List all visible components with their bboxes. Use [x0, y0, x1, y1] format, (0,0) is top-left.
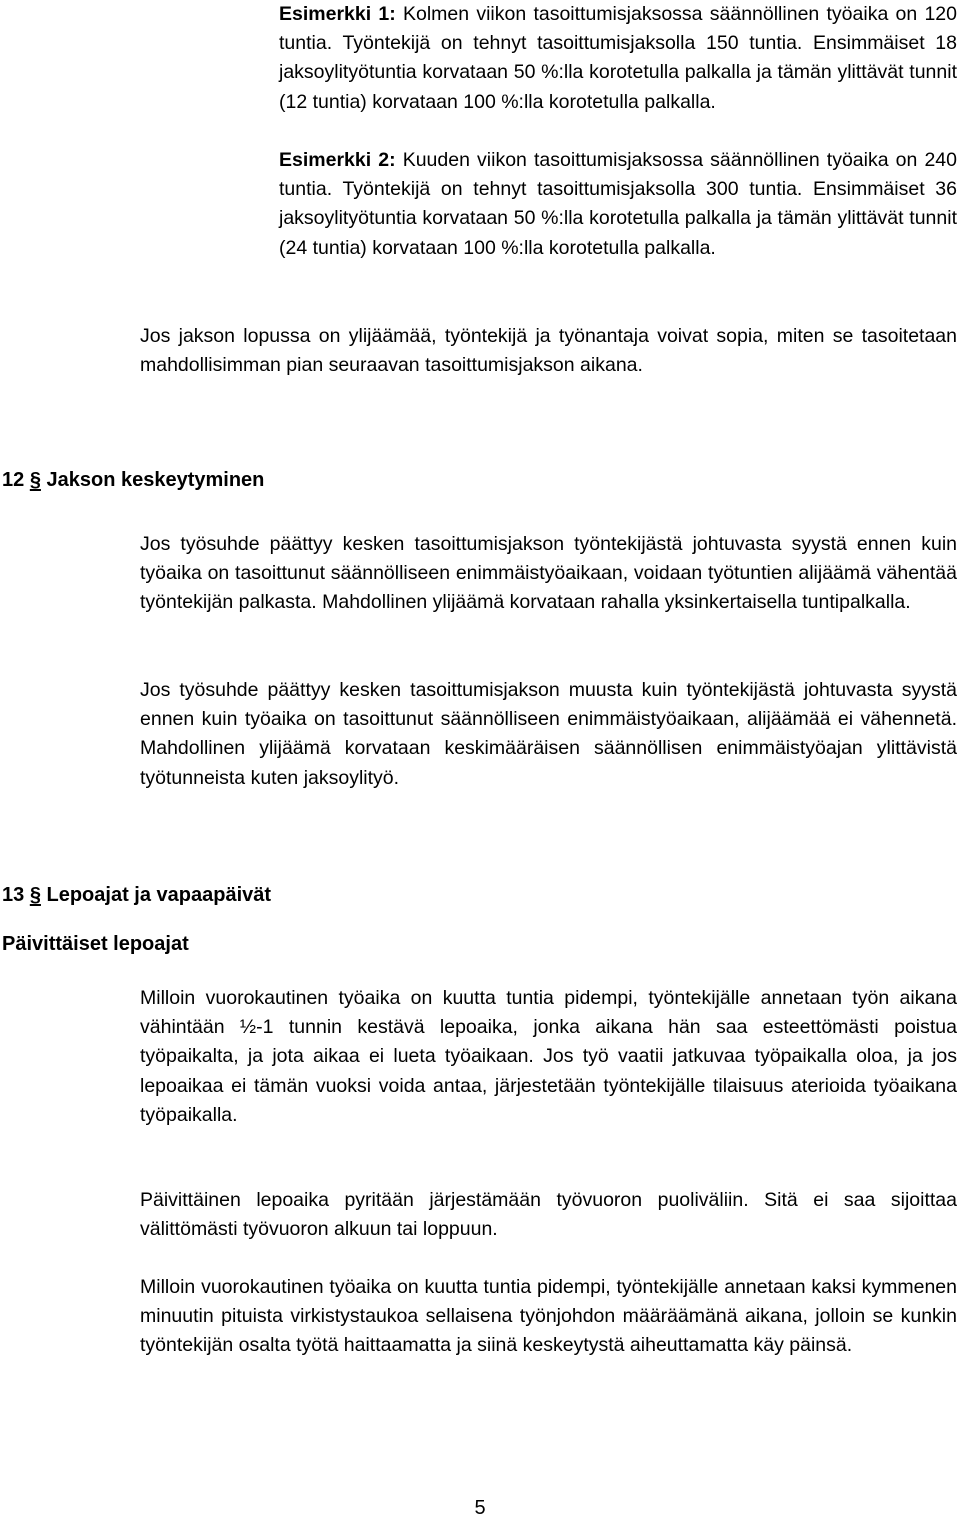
example-2-text: Kuuden viikon tasoittumisjaksossa säännöllinen työaika on 240 tuntia. Työntekijä on tehnyt tasoittumisjaksolla 300 tuntia. Ensimmäiset 36 jaksoylityötuntia korvataan 50 %:lla korotetulla palkalla ja tämän ylittävät tunnit (24 tuntia) korvataan 100 %:lla korotetulla palkalla. [279, 149, 957, 259]
section-13-title: Lepoajat ja vapaapäivät [46, 884, 272, 906]
section-12-number: 12 [2, 469, 25, 491]
section-symbol: § [29, 469, 41, 491]
surplus-paragraph: Jos jakson lopussa on ylijäämää, työntekijä ja työnantaja voivat sopia, miten se tasoitetaan mahdollisimman pian seuraavan tasoittumisjakson aikana. [140, 325, 957, 377]
section-13-paragraph-1: Milloin vuorokautinen työaika on kuutta tuntia pidempi, työntekijälle annetaan työn aikana vähintään ½-1 tunnin kestävä lepoaika, jonka aikana hän saa esteettömästi poistua työpaikalta, ja jota aikaa ei lueta työaikaan. Jos työ vaatii jatkuvaa työpaikalla oloa, ja jos lepoaikaa ei tämän vuoksi voida antaa, järjestetään työntekijälle tilaisuus aterioida työaikana työpaikalla. [140, 987, 957, 1126]
example-1-label: Esimerkki 1: [279, 3, 396, 25]
example-1-text: Kolmen viikon tasoittumisjaksossa säännöllinen työaika on 120 tuntia. Työntekijä on tehnyt tasoittumisjaksolla 150 tuntia. Ensimmäiset 18 jaksoylityötuntia korvataan 50 %:lla korotetulla palkalla ja tämän ylittävät tunnit (12 tuntia) korvataan 100 %:lla korotetulla palkalla. [279, 3, 957, 113]
example-2-label: Esimerkki 2: [279, 149, 396, 171]
section-13-heading [2, 880, 271, 910]
section-symbol: § [29, 884, 41, 906]
example-1 [279, 0, 957, 117]
section-12-paragraph-1: Jos työsuhde päättyy kesken tasoittumisjakson työntekijästä johtuvasta syystä ennen kuin työaika on tasoittunut säännölliseen enimmäistyöaikaan, voidaan työtuntien alijäämä vähentää työntekijän palkasta. Mahdollinen ylijäämä korvataan rahalla yksinkertaisella tuntipalkalla. [140, 533, 957, 614]
section-12-heading [2, 465, 264, 495]
section-13-paragraph-2: Päivittäinen lepoaika pyritään järjestämään työvuoron puoliväliin. Sitä ei saa sijoittaa välittömästi työvuoron alkuun tai loppuun. [140, 1189, 957, 1241]
section-13-number: 13 [2, 884, 25, 906]
example-2 [279, 146, 957, 263]
section-12-title: Jakson keskeytyminen [46, 469, 265, 491]
section-13-subtitle: Päivittäiset lepoajat [2, 933, 189, 955]
section-13-paragraph-3: Milloin vuorokautinen työaika on kuutta tuntia pidempi, työntekijälle annetaan kaksi kymmenen minuutin pituista virkistystaukoa sellaisena työnjohdon määräämänä aikana, jolloin se kunkin työntekijän osalta työtä haittaamatta ja siinä keskeytystä aiheuttamatta käy päinsä. [140, 1276, 957, 1357]
section-12-paragraph-2: Jos työsuhde päättyy kesken tasoittumisjakson muusta kuin työntekijästä johtuvasta syystä ennen kuin työaika on tasoittunut säännölliseen enimmäistyöaikaan, alijäämää ei vähennetä. Mahdollinen ylijäämä korvataan keskimääräisen säännöllisen enimmäistyöajan ylittävistä työtunneista kuten jaksoylityö. [140, 679, 957, 789]
page-number: 5 [474, 1497, 486, 1519]
